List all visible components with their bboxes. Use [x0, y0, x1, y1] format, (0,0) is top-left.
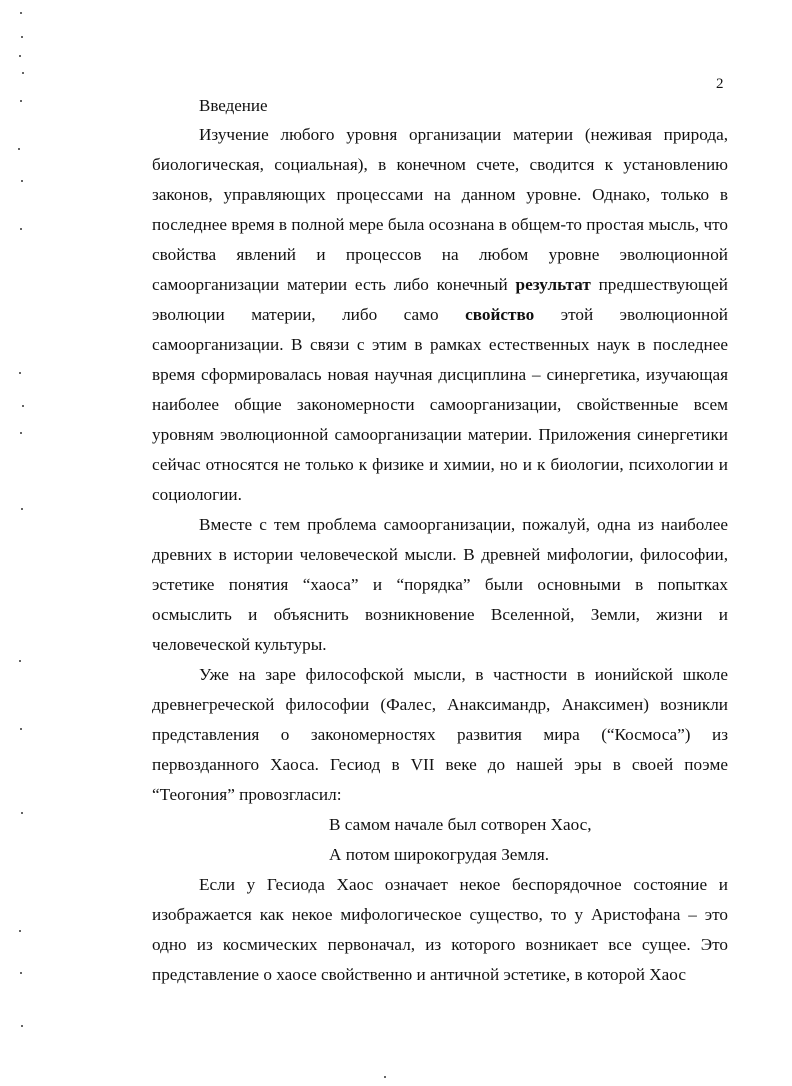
paragraph-intro	[152, 120, 728, 510]
scan-speck	[18, 148, 20, 150]
scan-speck	[22, 405, 24, 407]
verse-line: А потом широкогрудая Земля.	[329, 845, 550, 864]
scan-speck	[20, 100, 22, 102]
scan-speck	[20, 228, 22, 230]
scan-speck	[19, 660, 21, 662]
scan-speck	[21, 812, 23, 814]
scan-speck	[20, 728, 22, 730]
scan-speck	[21, 1025, 23, 1027]
text-run: этой эволюционной самоорганизации. В связи с этим в рамках естественных наук в последнее время сформировалась новая научная дисциплина – синергетика, изучающая наиболее общие закономерности самоорганизации, свойственные всем уровням эволюционной самоорганизации материи. Приложения синергетики сейчас относятся не только к физике и химии, но и к биологии, психологии и социологии.	[152, 305, 728, 504]
scan-speck	[20, 12, 22, 14]
scan-speck	[19, 930, 21, 932]
body-text	[152, 120, 728, 990]
scan-speck	[20, 432, 22, 434]
paragraph-ionian-school: Уже на заре философской мысли, в частности в ионийской школе древнегреческой философии (Фалес, Анаксимандр, Анаксимен) возникли представления о закономерностях развития мира (“Космоса”) из первозданного Хаоса. Гесиод в VII веке до нашей эры в своей поэме “Теогония” провозгласил:	[152, 665, 728, 804]
scan-speck	[21, 180, 23, 182]
section-heading: Введение	[199, 96, 268, 115]
verse-line: В самом начале был сотворен Хаос,	[329, 815, 592, 834]
scan-speck	[21, 36, 23, 38]
scan-speck	[20, 972, 22, 974]
scan-speck	[19, 55, 21, 57]
text-run: предшествующей эволюции материи, либо само	[152, 275, 728, 324]
bold-term-property: свойство	[465, 305, 535, 324]
scan-speck	[19, 372, 21, 374]
scan-speck	[21, 508, 23, 510]
paragraph-chaos-problem: Вместе с тем проблема самоорганизации, пожалуй, одна из наиболее древних в истории человеческой мысли. В древней мифологии, философии, эстетике понятия “хаоса” и “порядка” были основными в попытках осмыслить и объяснить возникновение Вселенной, Земли, жизни и человеческой культуры.	[152, 515, 728, 654]
paragraph-hesiod-aristophanes: Если у Гесиода Хаос означает некое беспорядочное состояние и изображается как некое мифологическое существо, то у Аристофана – это одно из космических первоначал, из которого возникает все сущее. Это представление о хаосе свойственно и античной эстетике, в которой Хаос	[152, 875, 728, 984]
page-number: 2	[716, 76, 724, 92]
scan-speck	[22, 72, 24, 74]
scan-speck	[384, 1076, 386, 1078]
bold-term-result: результат	[515, 275, 591, 294]
text-run: Изучение любого уровня организации материи (неживая природа, биологическая, социальная), в конечном счете, сводится к установлению законов, управляющих процессами на данном уровне. Однако, только в последнее время в полной мере была осознана в общем-то простая мысль, что свойства явлений и процессов на любом уровне эволюционной самоорганизации материи есть либо конечный	[152, 125, 728, 294]
